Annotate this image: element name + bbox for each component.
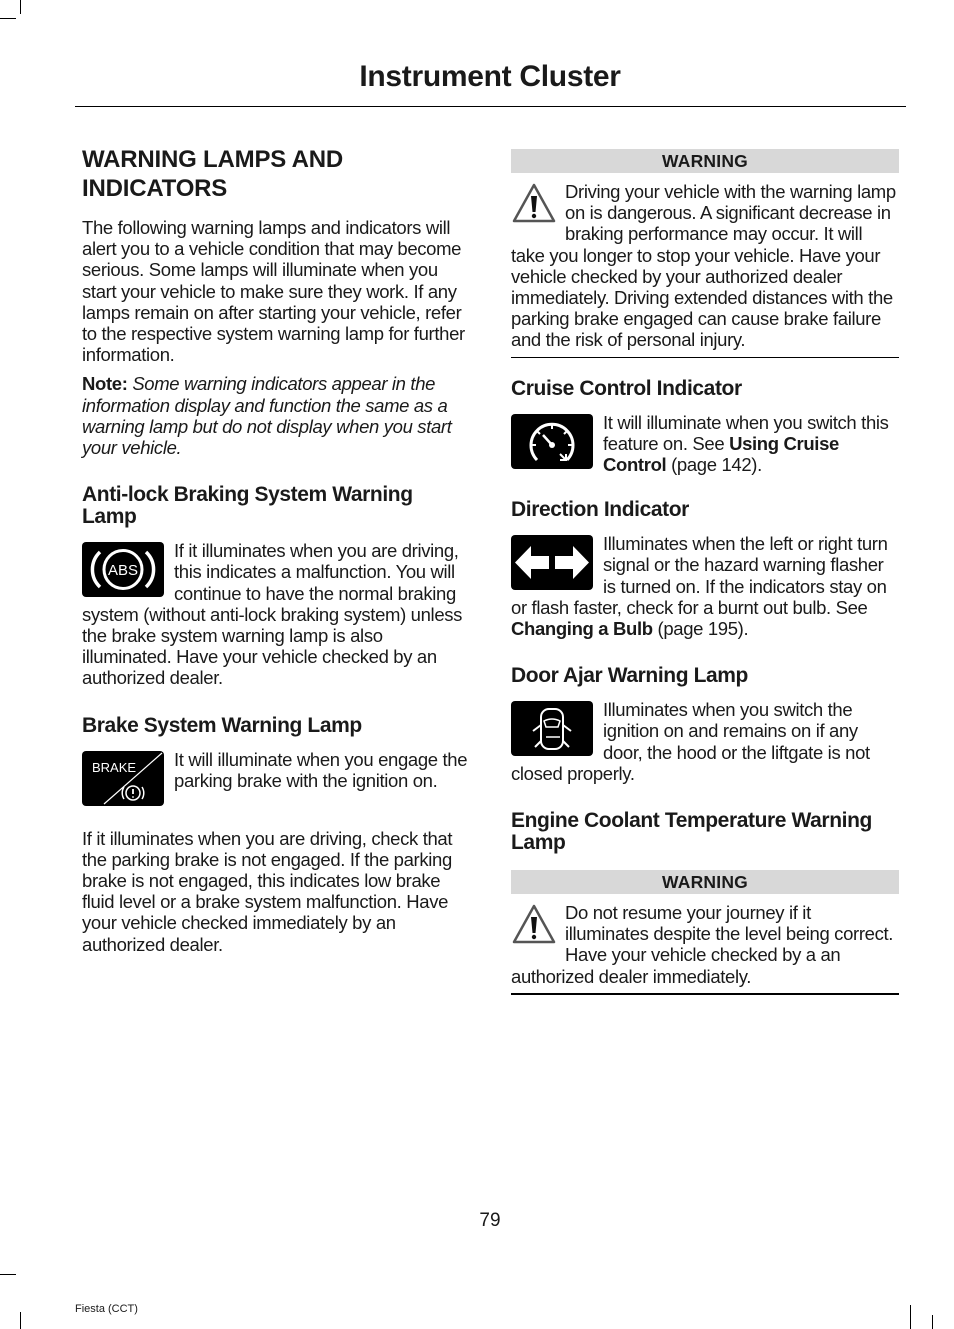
brake-warning-icon (82, 751, 164, 806)
coolant-warning-heading: WARNING (511, 870, 899, 894)
door-description (511, 699, 899, 784)
brake-section (82, 715, 470, 955)
coolant-warning-divider (511, 993, 899, 995)
note-text: Some warning indicators appear in the information display and function the same as a warning lamp but do not display when you start your vehicle. (82, 373, 452, 459)
brake-text-2: If it illuminates when you are driving, check that the parking brake is not engaged. If the parking brake is not engaged, this indicates low brake fluid level or a brake system malfunction. Have your vehicle checked immediately by an authorized dealer. (82, 827, 453, 955)
brake-icon-text: BRAKE (92, 759, 137, 775)
cruise-control-icon (511, 414, 593, 469)
warning-triangle-icon (511, 902, 557, 946)
warning-divider (511, 357, 899, 358)
direction-text-post: (page 195). (652, 618, 749, 640)
crop-mark (910, 1305, 911, 1329)
cruise-text-post: (page 142). (666, 454, 762, 476)
section-title: WARNING LAMPS AND INDICATORS (82, 146, 344, 202)
direction-arrows-icon (511, 535, 593, 590)
abs-description (82, 540, 470, 688)
coolant-section (511, 810, 899, 995)
page-number: 79 (479, 1210, 501, 1231)
abs-warning-icon (82, 542, 164, 597)
coolant-warning-body (511, 902, 899, 987)
cruise-page-reference[interactable]: Using Cruise Control (603, 432, 839, 476)
warning-box (511, 149, 899, 358)
cruise-text-pre: It will illuminate when you switch this feature on. See (603, 411, 889, 454)
warning-triangle-icon (511, 181, 557, 225)
brake-description (82, 749, 470, 810)
right-column (511, 149, 899, 995)
page-title: Instrument Cluster (359, 60, 621, 93)
note-label: Note: (82, 373, 128, 395)
note-paragraph (82, 373, 470, 458)
warning-body (511, 181, 899, 351)
abs-icon-text: ABS (107, 562, 139, 580)
crop-mark (20, 1312, 21, 1329)
brake-title: Brake System Warning Lamp (82, 713, 362, 737)
door-title: Door Ajar Warning Lamp (511, 664, 748, 688)
cruise-section (511, 378, 899, 476)
direction-section (511, 499, 899, 639)
coolant-warning-text: Do not resume your journey if it illuminates despite the level being correct. Have your vehicle checked by a an authorized dealer immediately. (511, 902, 894, 987)
warning-heading: WARNING (511, 149, 899, 173)
warning-text: Driving your vehicle with the warning lamp on is dangerous. A significant decrease in braking performance may occur. It will take you longer to stop your vehicle. Have your vehicle checked by your authorized dealer immediately. Driving extended distances with the parking brake engaged can cause brake failure and the risk of personal injury. (511, 181, 896, 351)
door-ajar-icon (511, 701, 593, 756)
crop-mark (0, 1274, 16, 1275)
abs-title: Anti-lock Braking System Warning Lamp (82, 483, 413, 529)
door-section (511, 665, 899, 784)
direction-text-pre: Illuminates when the left or right turn signal or the hazard warning flasher is turned on. If the indicators stay on or flash faster, check for a burnt out bulb. See (511, 533, 888, 618)
cruise-title: Cruise Control Indicator (511, 376, 742, 400)
header-divider (75, 106, 906, 107)
direction-title: Direction Indicator (511, 498, 689, 522)
crop-mark (0, 18, 16, 19)
coolant-title: Engine Coolant Temperature Warning Lamp (511, 809, 872, 855)
abs-text: If it illuminates when you are driving, this indicates a malfunction. You will continue to have the normal braking system (without anti-lock braking system) unless the brake system warning lamp is also illuminated. Have your vehicle checked by an authorized dealer. (82, 540, 463, 689)
direction-description (511, 533, 899, 639)
footer-label: Fiesta (CCT) (75, 1303, 138, 1315)
brake-text-1: It will illuminate when you engage the parking brake with the ignition on. (174, 748, 468, 791)
crop-mark (932, 1315, 933, 1329)
abs-section (82, 484, 470, 688)
door-text: Illuminates when you switch the ignition on and remains on if any door, the hood or the liftgate is not closed properly. (511, 699, 870, 784)
left-column (82, 145, 470, 955)
bulb-page-reference[interactable]: Changing a Bulb (511, 618, 653, 640)
crop-mark (20, 0, 21, 14)
cruise-description (511, 412, 899, 476)
intro-paragraph: The following warning lamps and indicators will alert you to a vehicle condition that may become serious. Some lamps will illuminate when you start your vehicle to make sure they work. If any lamps remain on after starting your vehicle, refer to the respective system warning lamp for further information. (82, 217, 465, 366)
